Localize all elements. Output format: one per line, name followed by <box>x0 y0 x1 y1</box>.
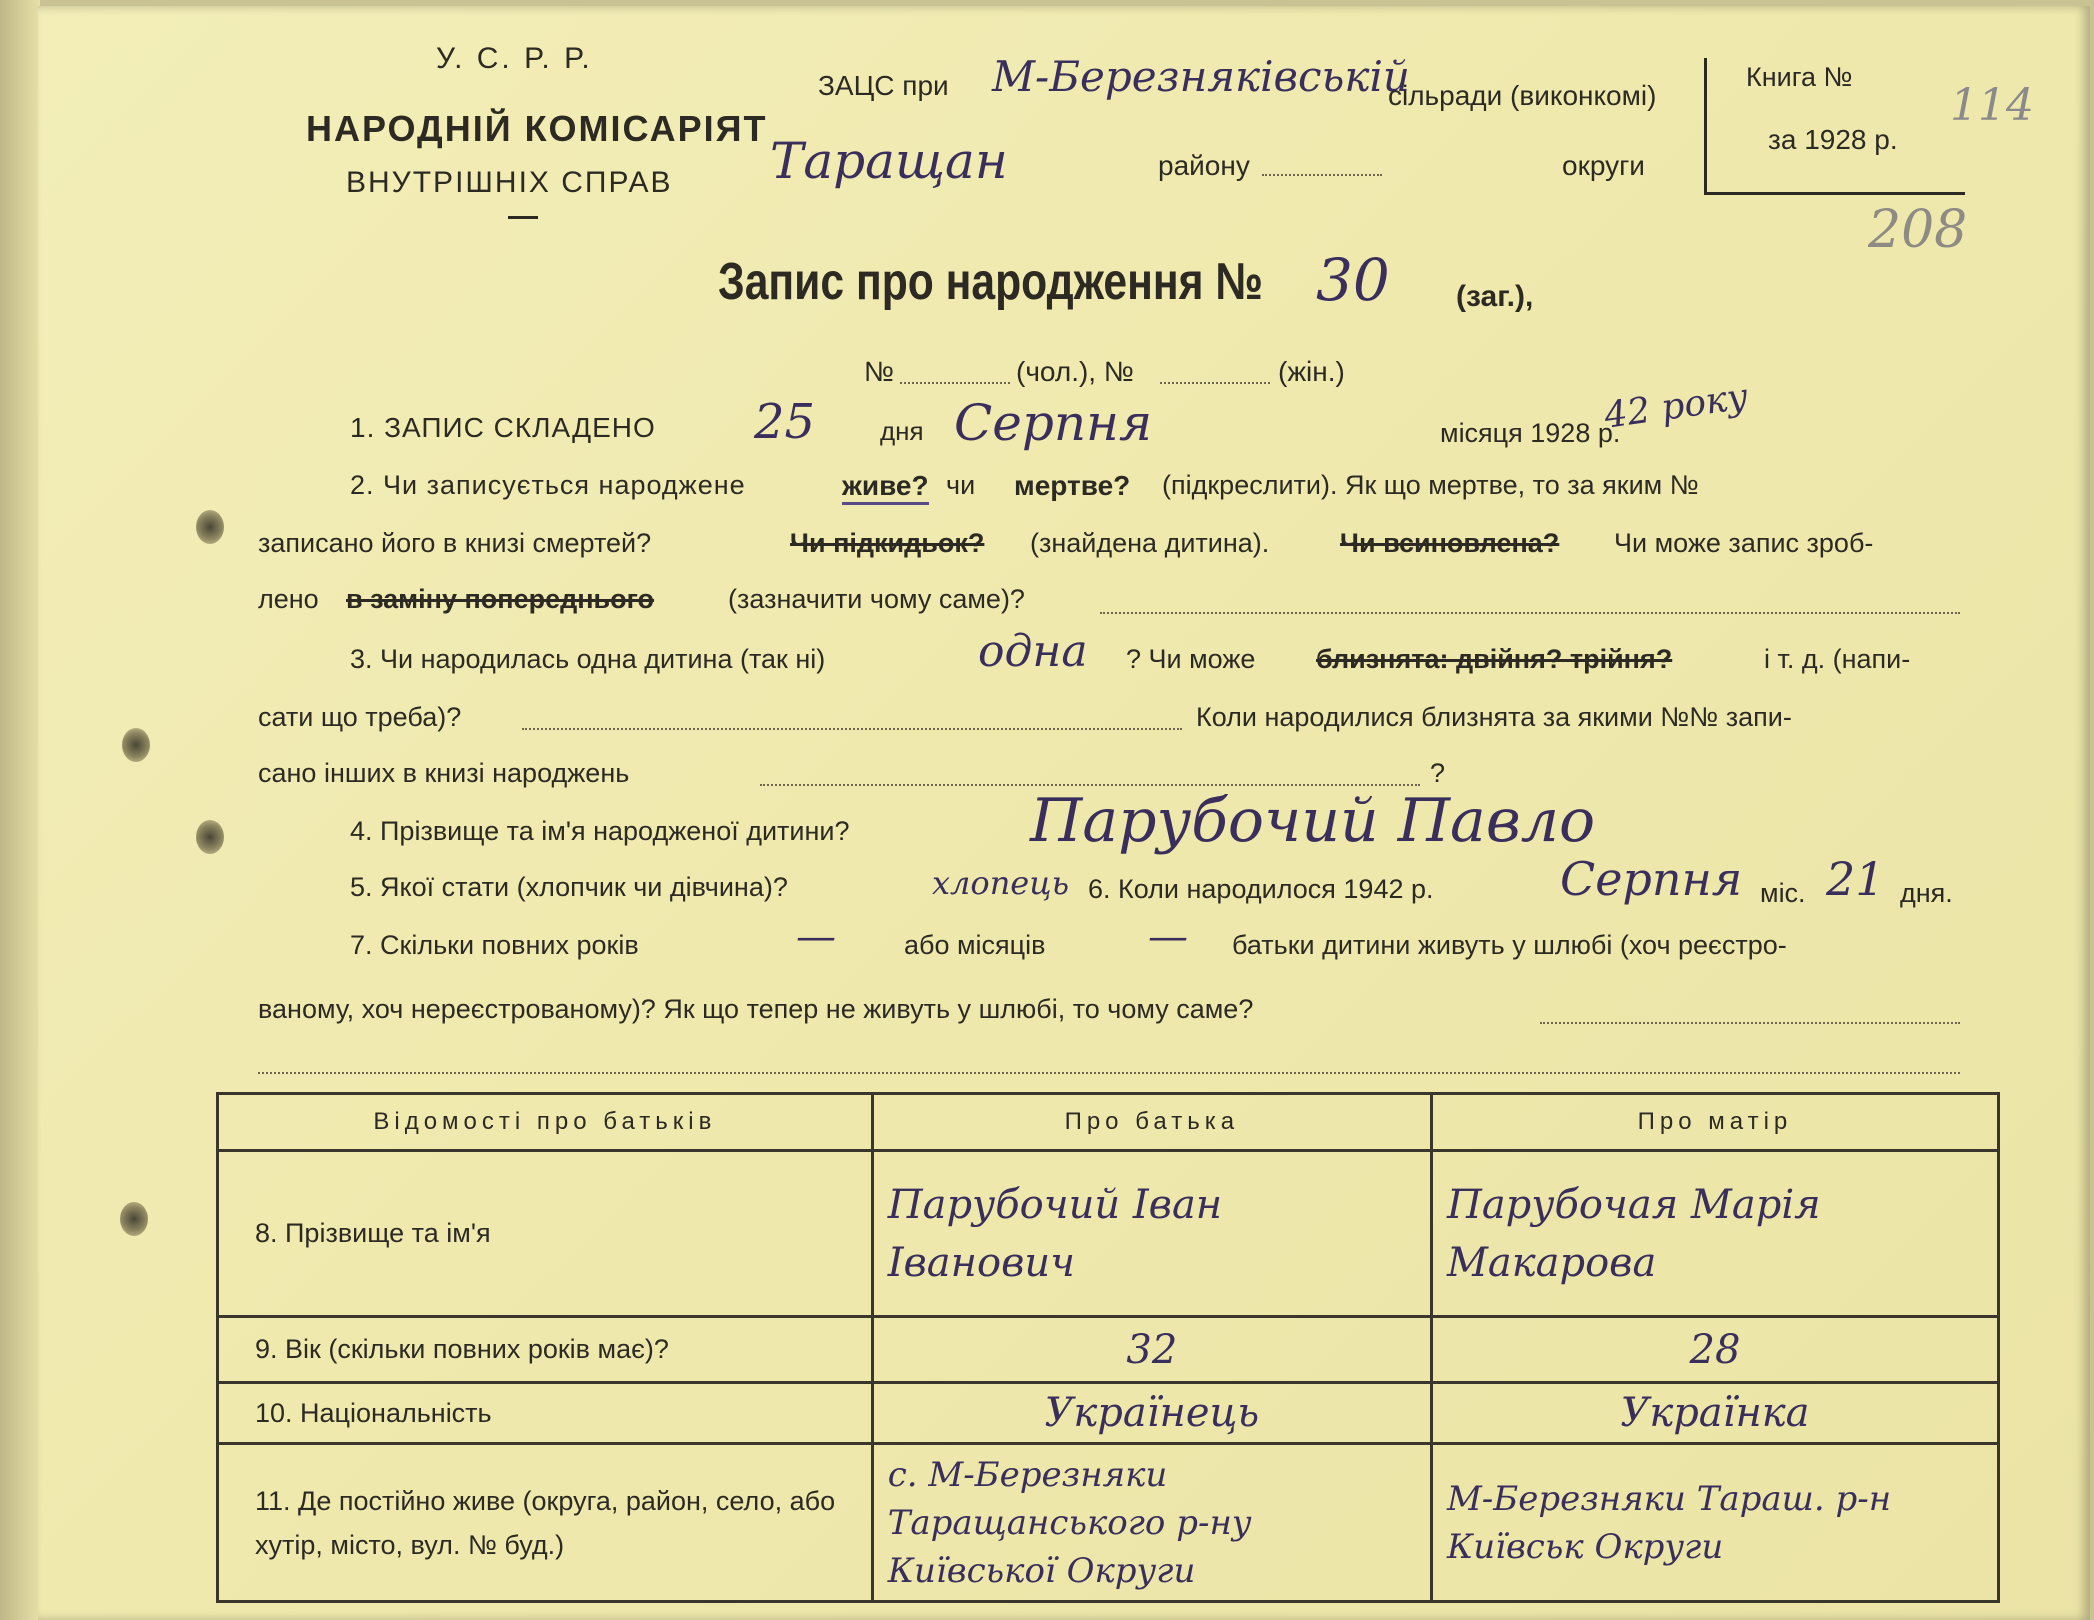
q1-day: 25 <box>754 394 816 450</box>
q3-text-g: ? <box>1430 758 1446 788</box>
punch-hole <box>122 728 150 762</box>
q3-text-c: і т. д. (напи- <box>1764 644 1911 674</box>
q2-text-g: лено <box>258 584 319 614</box>
q1-label: 1. ЗАПИС СКЛАДЕНО <box>350 412 656 443</box>
q2-replace: в заміну попереднього <box>346 584 655 614</box>
okrug-label: округи <box>1562 150 1645 181</box>
dotline <box>258 1072 1960 1074</box>
q2-text-h: (зазначити чому саме)? <box>728 584 1025 614</box>
council-label: сільради (виконкомі) <box>1388 80 1657 111</box>
q5-value: хлопець <box>932 864 1069 902</box>
father-age: 32 <box>872 1317 1431 1383</box>
mother-nationality: Українка <box>1431 1383 1998 1444</box>
punch-hole <box>196 820 224 854</box>
header-info: Відомості про батьків <box>218 1094 873 1151</box>
q6-month: Серпня <box>1560 852 1743 906</box>
q6-mis: міс. <box>1760 878 1806 908</box>
q2-adopted: Чи всиновлена? <box>1340 528 1560 558</box>
ministry-subtitle: ВНУТРІШНІХ СПРАВ <box>346 166 673 199</box>
row-label: 8. Прізвище та ім'я <box>218 1151 873 1317</box>
page-edge <box>0 0 40 1620</box>
parents-table <box>216 1092 2000 1603</box>
archive-number: 208 <box>1868 200 1968 260</box>
row-label: 9. Вік (скільки повних років має)? <box>218 1317 873 1383</box>
q3-text-e: Коли народилися близнята за якими №№ запи- <box>1196 702 1792 732</box>
district-label: району <box>1158 150 1250 181</box>
dotline <box>522 728 1182 730</box>
q1-month-label: місяця 1928 р. <box>1440 418 1621 448</box>
mother-address: М-Березняки Тараш. р-н Київськ Округи <box>1431 1444 1998 1602</box>
country-label: У. С. Р. Р. <box>436 42 593 75</box>
q7-text-d: ваному, хоч нереєстрованому)? Як що тепер не живуть у шлюбі, то чому саме? <box>258 994 1254 1024</box>
q2-text-f: Чи може запис зроб- <box>1614 528 1874 558</box>
record-suffix: (заг.), <box>1456 280 1534 313</box>
q7-months: — <box>1148 914 1188 960</box>
punch-hole <box>120 1202 148 1236</box>
q1-month: Серпня <box>954 394 1153 452</box>
row-label: 10. Національність <box>218 1383 873 1444</box>
row-label: 11. Де постійно живе (округа, район, село, або хутір, місто, вул. № буд.) <box>218 1444 873 1602</box>
sub-male: (чол.), № <box>1016 356 1134 387</box>
father-nationality: Українець <box>872 1383 1431 1444</box>
q2-label: 2. Чи записується народжене <box>350 470 746 500</box>
district-dotline <box>1262 174 1382 176</box>
table-header-row <box>218 1094 1999 1151</box>
table-row <box>218 1151 1999 1317</box>
q2-alive: живе? <box>842 470 929 505</box>
q3-text-d: сати що треба)? <box>258 702 462 732</box>
ministry-title: НАРОДНІЙ КОМІСАРІЯТ <box>306 108 768 149</box>
q6-day-label: дня. <box>1900 878 1953 908</box>
q2-or: чи <box>946 470 976 500</box>
q6-day: 21 <box>1826 852 1885 906</box>
q2-text-c: (підкреслити). Як що мертве, то за яким № <box>1162 470 1699 500</box>
q3-text-f: сано інших в книзі народжень <box>258 758 630 788</box>
mother-name: Парубочая Марія Макарова <box>1431 1151 1998 1317</box>
q7-text-c: батьки дитини живуть у шлюбі (хоч реєстро- <box>1232 930 1787 960</box>
q7-label: 7. Скільки повних років <box>350 930 639 960</box>
q2-text-e: (знайдена дитина). <box>1030 528 1270 558</box>
q2-text-d: записано його в книзі смертей? <box>258 528 652 558</box>
q1-year: 42 року <box>1601 376 1751 437</box>
district-value: Таращан <box>770 132 1008 190</box>
book-label: Книга № <box>1746 62 1853 92</box>
q3-text-b: ? Чи може <box>1126 644 1256 674</box>
q2-found: Чи підкидьок? <box>790 528 985 558</box>
q4-label: 4. Прізвище та ім'я народженої дитини? <box>350 816 850 846</box>
q1-day-label: дня <box>880 416 924 446</box>
record-number: 30 <box>1316 246 1390 314</box>
father-name: Парубочий Іван Іванович <box>872 1151 1431 1317</box>
sub-female: (жін.) <box>1278 356 1345 387</box>
dotline <box>1540 1022 1960 1024</box>
mother-age: 28 <box>1431 1317 1998 1383</box>
father-address: с. М-Березняки Таращанського р-ну Київської Округи <box>872 1444 1431 1602</box>
header-father: Про батька <box>872 1094 1431 1151</box>
q2-dead: мертве? <box>1014 470 1131 501</box>
zags-label: ЗАЦС при <box>818 70 949 101</box>
sub-no: № <box>864 356 895 387</box>
dotline <box>1100 612 1960 614</box>
q3-value: одна <box>978 626 1088 677</box>
record-title: Запис про народження № <box>718 253 1263 311</box>
q3-label: 3. Чи народилась одна дитина (так ні) <box>350 644 826 674</box>
dotline <box>900 382 1010 384</box>
q3-twins: близнята: двійня? трійня? <box>1316 644 1673 674</box>
dotline <box>1160 382 1270 384</box>
table-row <box>218 1383 1999 1444</box>
book-number: 114 <box>1950 80 2034 131</box>
q6-label: 6. Коли народилося 1942 р. <box>1088 874 1434 904</box>
punch-hole <box>196 510 224 544</box>
zags-value: М-Березняківській <box>992 52 1410 101</box>
book-year: за 1928 р. <box>1768 124 1898 155</box>
child-name: Парубочий Павло <box>1030 786 1596 856</box>
table-row <box>218 1317 1999 1383</box>
q7-text-b: або місяців <box>904 930 1046 960</box>
q7-years: — <box>796 914 836 960</box>
table-row <box>218 1444 1999 1602</box>
q5-label: 5. Якої стати (хлопчик чи дівчина)? <box>350 872 788 902</box>
header-mother: Про матір <box>1431 1094 1998 1151</box>
divider <box>508 216 538 219</box>
